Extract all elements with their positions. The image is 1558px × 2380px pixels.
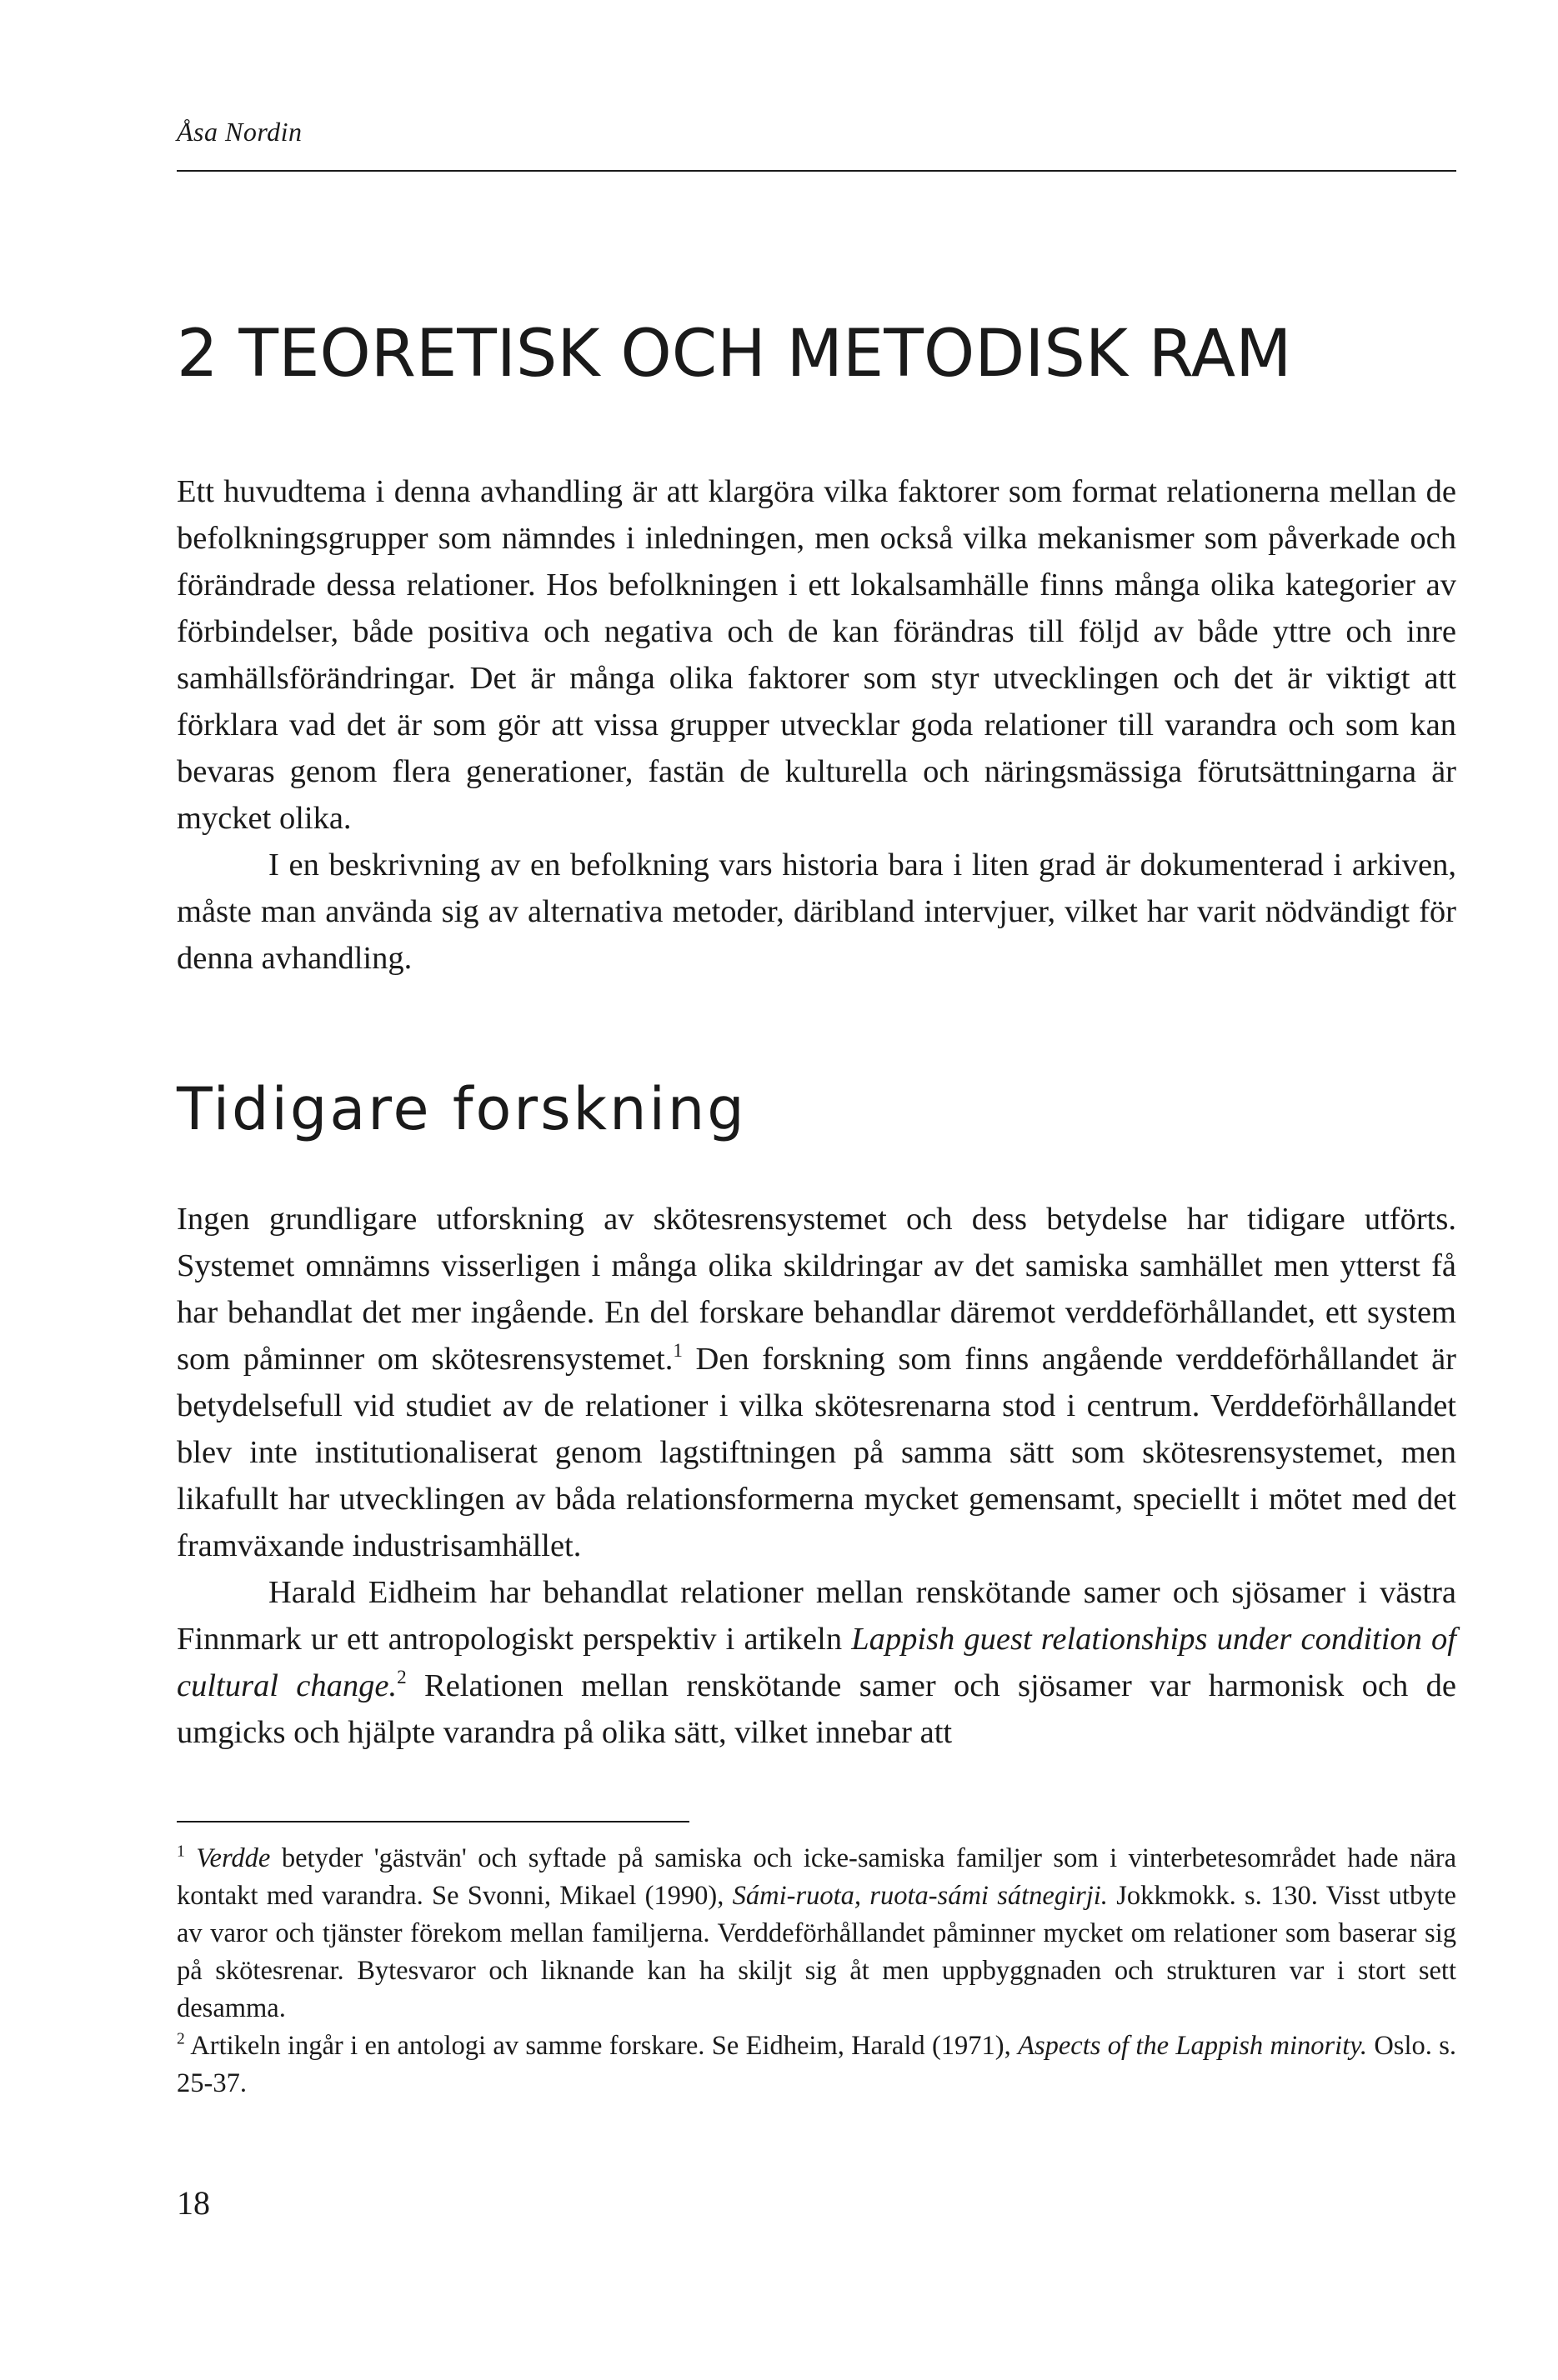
footnote-1-text-b: Jokkmokk. s. 130. Visst utbyte av varor och tjänster förekom mellan familjerna. Verddeförhållandet påminner mycket om relationer som baserar sig på skötesrenar. Bytesvaror och liknande kan ha skiljt sig åt men uppbyggnaden och strukturen var i stort sett desamma. [177, 1881, 1456, 2023]
intro-paragraph-2: I en beskrivning av en befolkning vars historia bara i liten grad är dokumenterad i arkiven, måste man använda sig av alternativa metoder, däribland intervjuer, vilket har varit nödvändigt för denna avhandling. [177, 848, 1456, 976]
section-body [177, 1196, 1456, 1756]
section-paragraph-1-part-a: Ingen grundligare utforskning av skötesrensystemet och dess betydelse har tidigare utförts. Systemet omnämns visserligen i många olika skildringar av det samiska samhället men ytterst få har behandlat det mer ingående. En del forskare behandlar däremot verddeförhållandet, ett system som påminner om skötesrensystemet. [177, 1202, 1456, 1377]
footnote-ref-2: 2 [397, 1666, 407, 1688]
section-paragraph-2-part-b: Relationen mellan renskötande samer och sjösamer var harmonisk och de umgicks och hjälpte varandra på olika sätt, vilket innebar att [177, 1668, 1456, 1750]
article-title: Lappish guest relationships under condition of cultural change. [177, 1622, 1456, 1703]
footnote-ref-1: 1 [673, 1339, 683, 1361]
chapter-intro [177, 468, 1456, 982]
intro-paragraph-1: Ett huvudtema i denna avhandling är att klargöra vilka faktorer som format relationerna mellan de befolkningsgrupper som nämndes i inledningen, men också vilka mekanismer som påverkade och förändrade dessa relationer. Hos befolkningen i ett lokalsamhälle finns många olika kategorier av förbindelser, både positiva och negativa och de kan förändras till följd av både yttre och inre samhällsförändringar. Det är många olika faktorer som styr utvecklingen och det är viktigt att förklara vad det är som gör att vissa grupper utvecklar goda relationer till varandra och som kan bevaras genom flera generationer, fastän de kulturella och näringsmässiga förutsättningarna är mycket olika. [177, 474, 1456, 836]
footnote-2-number: 2 [177, 2030, 185, 2048]
page-number: 18 [177, 2184, 210, 2222]
footnote-1-number: 1 [177, 1842, 185, 1861]
footnote-rule [177, 1821, 689, 1822]
footnote-2-text-a: Artikeln ingår i en antologi av samme forskare. Se Eidheim, Harald (1971), [184, 2031, 1019, 2061]
section-paragraph-1 [177, 1196, 1456, 1569]
footnote-2 [177, 2028, 1456, 2102]
footnote-2-text-b: Oslo. s. 25-37. [177, 2031, 1456, 2098]
footnote-1-text-a: betyder 'gästvän' och syftade på samiska och icke-samiska familjer som i vinterbetesområdet hade nära kontakt med varandra. Se Svonni, Mikael (1990), [177, 1843, 1457, 1911]
footnote-1-term: Verdde [196, 1843, 271, 1873]
footnote-2-title: Aspects of the Lappish minority. [1018, 2031, 1367, 2061]
section-paragraph-2 [177, 1569, 1456, 1756]
footnotes [177, 1840, 1456, 2102]
section-title: Tidigare forskning [177, 1075, 747, 1143]
footnote-1 [177, 1840, 1456, 2028]
footnote-1-title: Sámi-ruota, ruota-sámi sátnegirji. [732, 1881, 1108, 1911]
section-paragraph-1-part-b: Den forskning som finns angående verddeförhållandet är betydelsefull vid studiet av de relationer i vilka skötesrenarna stod i centrum. Verddeförhållandet blev inte institutionaliserat genom lagstiftningen på samma sätt som skötesrensystemet, men likafullt har utvecklingen av båda relationsformerna mycket gemensamt, speciellt i mötet med det framväxande industrisamhället. [177, 1342, 1456, 1563]
header-rule [177, 170, 1456, 172]
running-header-author: Åsa Nordin [177, 117, 303, 147]
section-paragraph-2-part-a: Harald Eidheim har behandlat relationer mellan renskötande samer och sjösamer i västra Finnmark ur ett antropologiskt perspektiv i artikeln [177, 1575, 1456, 1657]
chapter-title: 2 TEORETISK OCH METODISK RAM [177, 317, 1292, 392]
